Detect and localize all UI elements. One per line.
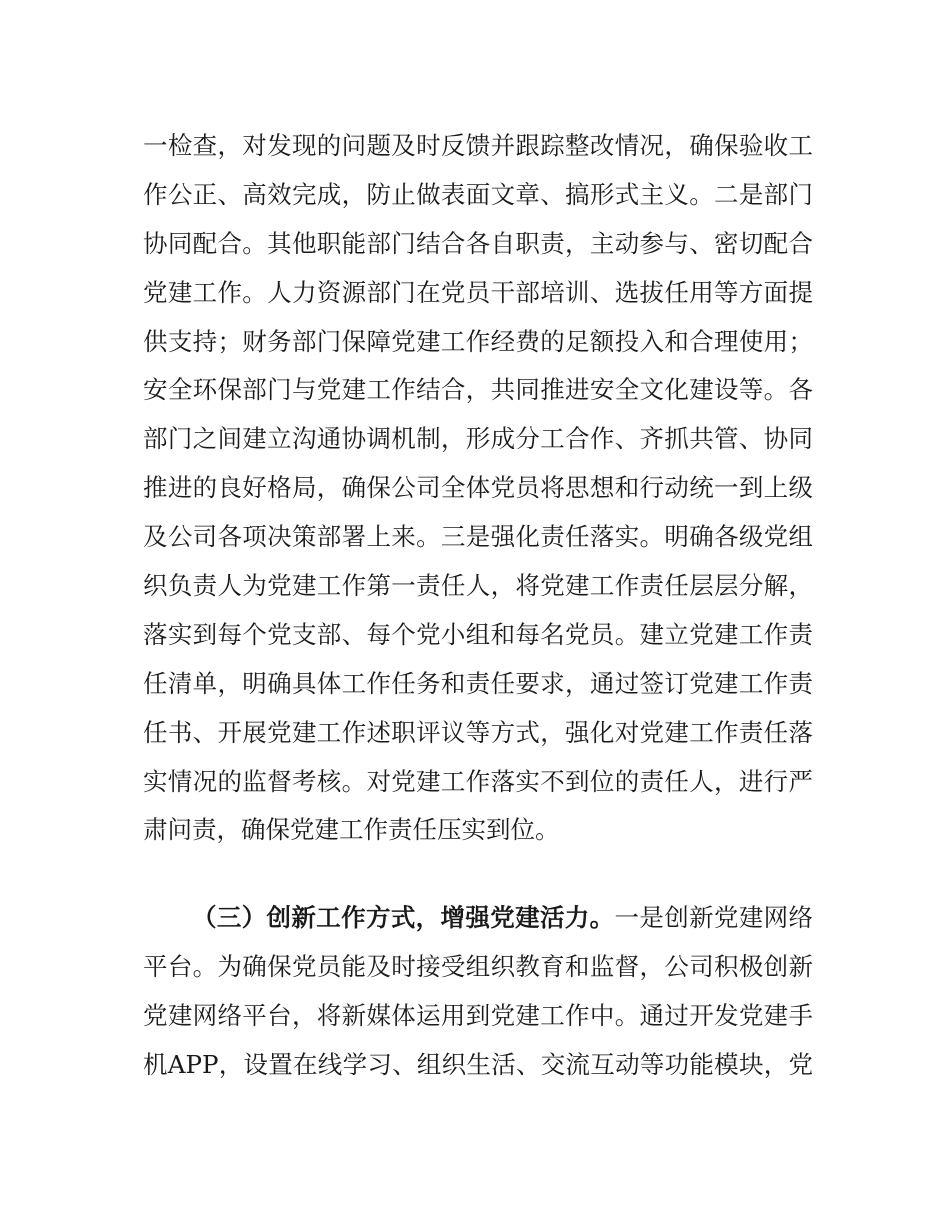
- text-line: 平台。为确保党员能及时接受组织教育和监督，公司积极创新: [143, 952, 813, 982]
- text-line: 党建工作。人力资源部门在党员干部培训、选拔任用等方面提: [143, 277, 813, 307]
- paragraph-responsibility: [143, 122, 813, 855]
- text-line: 作公正、高效完成，防止做表面文章、搞形式主义。二是部门: [143, 179, 813, 209]
- text-line: 任书、开展党建工作述职评议等方式，强化对党建工作责任落: [143, 717, 813, 747]
- section-heading: （三）创新工作方式，增强党建活力。: [192, 903, 615, 933]
- text-line: 实情况的监督考核。对党建工作落实不到位的责任人，进行严: [143, 766, 813, 796]
- text-line: 供支持；财务部门保障党建工作经费的足额投入和合理使用；: [143, 326, 813, 356]
- text-line: 协同配合。其他职能部门结合各自职责，主动参与、密切配合: [143, 228, 813, 258]
- text-line: 安全环保部门与党建工作结合，共同推进安全文化建设等。各: [143, 375, 813, 405]
- body-text: [143, 122, 813, 1090]
- text-line: 落实到每个党支部、每个党小组和每名党员。建立党建工作责: [143, 619, 813, 649]
- paragraph-first-line: [143, 894, 813, 943]
- paragraph-gap: [143, 855, 813, 894]
- paragraph-innovation: [143, 894, 813, 1090]
- text-line: 一检查，对发现的问题及时反馈并跟踪整改情况，确保验收工: [143, 131, 813, 160]
- text-line: 织负责人为党建工作第一责任人，将党建工作责任层层分解，: [143, 571, 813, 601]
- text-line: 党建网络平台，将新媒体运用到党建工作中。通过开发党建手: [143, 1001, 813, 1031]
- text-line: 肃问责，确保党建工作责任压实到位。: [143, 815, 560, 845]
- text-line: 部门之间建立沟通协调机制，形成分工合作、齐抓共管、协同: [143, 424, 813, 454]
- text-line: 推进的良好格局，确保公司全体党员将思想和行动统一到上级: [143, 473, 813, 503]
- text-line: 及公司各项决策部署上来。三是强化责任落实。明确各级党组: [143, 522, 813, 552]
- heading-continuation: 一是创新党建网络: [614, 903, 814, 933]
- text-line: 机APP，设置在线学习、组织生活、交流互动等功能模块，党: [143, 1050, 813, 1080]
- text-line: 任清单，明确具体工作任务和责任要求，通过签订党建工作责: [143, 668, 813, 698]
